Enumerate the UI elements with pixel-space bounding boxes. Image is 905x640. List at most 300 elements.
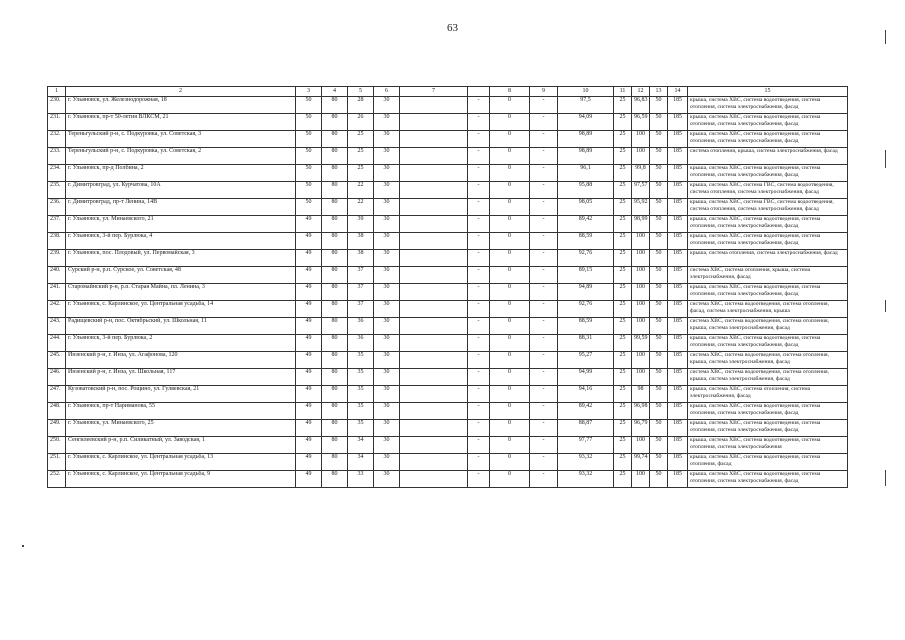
value-cell: 50 — [650, 471, 668, 488]
value-cell: - — [530, 165, 558, 182]
value-cell: 80 — [322, 420, 348, 437]
value-cell: - — [468, 165, 490, 182]
value-cell: - — [468, 199, 490, 216]
address-cell: Инзенский р-н, г. Инза, ул. Агафонова, 120 — [66, 352, 296, 369]
value-cell: 100 — [632, 233, 650, 250]
value-cell: 100 — [632, 148, 650, 165]
value-cell — [400, 250, 468, 267]
works-cell: система ХВС, система отопления, крыша, система электроснабжения, фасад — [688, 267, 848, 284]
value-cell: 98,99 — [632, 216, 650, 233]
value-cell: 0 — [490, 97, 530, 114]
address-cell: г. Ульяновск, с. Карлинское, ул. Центральная усадьба, 13 — [66, 454, 296, 471]
value-cell: - — [530, 284, 558, 301]
value-cell: 25 — [614, 403, 632, 420]
works-cell: система отопления, крыша, система электроснабжения, фасад — [688, 148, 848, 165]
table-row — [48, 437, 848, 454]
header-cell: 4 — [322, 87, 348, 97]
value-cell: 30 — [374, 301, 400, 318]
address-cell: г. Ульяновск, ул. Железнодорожная, 18 — [66, 97, 296, 114]
value-cell: 50 — [650, 233, 668, 250]
value-cell: - — [530, 301, 558, 318]
value-cell: 30 — [374, 369, 400, 386]
value-cell: 185 — [668, 352, 688, 369]
value-cell: 35 — [348, 352, 374, 369]
value-cell: 50 — [650, 318, 668, 335]
value-cell: 185 — [668, 114, 688, 131]
value-cell: 80 — [322, 97, 348, 114]
table-row — [48, 301, 848, 318]
value-cell: 30 — [374, 420, 400, 437]
value-cell — [400, 437, 468, 454]
value-cell: 49 — [296, 386, 322, 403]
works-cell: крыша, система ХВС, система водоотведения, система отопления, система электроснабжения, фасад — [688, 403, 848, 420]
header-cell: 11 — [614, 87, 632, 97]
value-cell: 25 — [614, 165, 632, 182]
value-cell: 25 — [614, 233, 632, 250]
value-cell: 50 — [650, 148, 668, 165]
works-cell: система ХВС, система водоотведения, система отопления, крыша, система электроснабжения, фасад — [688, 369, 848, 386]
value-cell: - — [468, 131, 490, 148]
value-cell: 49 — [296, 301, 322, 318]
value-cell: 35 — [348, 403, 374, 420]
value-cell: 49 — [296, 437, 322, 454]
value-cell: 185 — [668, 182, 688, 199]
row-number: 243. — [48, 318, 66, 335]
value-cell: - — [530, 420, 558, 437]
row-number: 231. — [48, 114, 66, 131]
table-row — [48, 335, 848, 352]
value-cell: - — [468, 148, 490, 165]
value-cell: 34 — [348, 454, 374, 471]
value-cell: 0 — [490, 233, 530, 250]
table-row — [48, 420, 848, 437]
value-cell: 94,09 — [558, 114, 614, 131]
value-cell: 49 — [296, 233, 322, 250]
value-cell: 89,15 — [558, 267, 614, 284]
row-number: 251. — [48, 454, 66, 471]
value-cell: 0 — [490, 471, 530, 488]
value-cell: 30 — [374, 352, 400, 369]
value-cell: - — [468, 403, 490, 420]
value-cell: 185 — [668, 284, 688, 301]
row-number: 247. — [48, 386, 66, 403]
works-cell: крыша, система ХВС, система водоотведения, система отопления, система электроснабжения, фасад — [688, 471, 848, 488]
value-cell: 25 — [614, 182, 632, 199]
works-cell: крыша, система ХВС, система водоотведения, система отопления, система электроснабжения — [688, 437, 848, 454]
value-cell: 30 — [374, 148, 400, 165]
value-cell: 98,89 — [558, 148, 614, 165]
value-cell: 25 — [614, 471, 632, 488]
value-cell — [400, 165, 468, 182]
value-cell: - — [530, 454, 558, 471]
value-cell: - — [468, 335, 490, 352]
table-row — [48, 182, 848, 199]
value-cell: 0 — [490, 335, 530, 352]
document-table-container — [47, 86, 847, 488]
value-cell: 80 — [322, 454, 348, 471]
value-cell: 50 — [650, 420, 668, 437]
value-cell: 50 — [650, 267, 668, 284]
value-cell: 92,76 — [558, 301, 614, 318]
address-cell: Сенгилеевский р-н, р.п. Силикатный, ул. Заводская, 1 — [66, 437, 296, 454]
value-cell: - — [468, 386, 490, 403]
value-cell: 93,32 — [558, 471, 614, 488]
value-cell: 30 — [374, 165, 400, 182]
value-cell: - — [530, 318, 558, 335]
value-cell: 80 — [322, 301, 348, 318]
value-cell: 96,98 — [632, 403, 650, 420]
address-cell: г. Ульяновск, с. Карлинское, ул. Центральная усадьба, 9 — [66, 471, 296, 488]
value-cell: 80 — [322, 114, 348, 131]
value-cell: 89,42 — [558, 403, 614, 420]
table-row — [48, 386, 848, 403]
value-cell: 50 — [650, 454, 668, 471]
value-cell: 49 — [296, 267, 322, 284]
value-cell: 49 — [296, 471, 322, 488]
value-cell: 94,16 — [558, 386, 614, 403]
value-cell: 49 — [296, 403, 322, 420]
margin-mark — [885, 300, 886, 312]
value-cell — [400, 131, 468, 148]
value-cell: 49 — [296, 250, 322, 267]
value-cell: 88,31 — [558, 335, 614, 352]
works-cell: крыша, система ХВС, система водоотведения, система отопления, система электроснабжения, фасад — [688, 233, 848, 250]
value-cell: 50 — [650, 182, 668, 199]
value-cell: 0 — [490, 114, 530, 131]
value-cell: 50 — [650, 114, 668, 131]
value-cell: 25 — [614, 148, 632, 165]
value-cell: 50 — [650, 97, 668, 114]
value-cell: - — [530, 369, 558, 386]
value-cell — [400, 199, 468, 216]
value-cell: 25 — [614, 250, 632, 267]
value-cell: 100 — [632, 267, 650, 284]
value-cell: 50 — [650, 301, 668, 318]
address-cell: г. Ульяновск, 3-й пер. Бурлюка, 2 — [66, 335, 296, 352]
value-cell: 0 — [490, 148, 530, 165]
value-cell: 100 — [632, 284, 650, 301]
value-cell: 25 — [614, 318, 632, 335]
value-cell: 50 — [296, 148, 322, 165]
value-cell: 28 — [348, 97, 374, 114]
value-cell: 30 — [374, 182, 400, 199]
value-cell: 185 — [668, 369, 688, 386]
value-cell: 50 — [650, 199, 668, 216]
value-cell: 30 — [374, 216, 400, 233]
value-cell: 96,83 — [632, 97, 650, 114]
value-cell: 0 — [490, 403, 530, 420]
value-cell: 99,8 — [632, 165, 650, 182]
address-cell: г. Ульяновск, 3-й пер. Бурлюка, 4 — [66, 233, 296, 250]
value-cell: 22 — [348, 199, 374, 216]
row-number: 240. — [48, 267, 66, 284]
works-cell: крыша, система ХВС, система водоотведения, система отопления, система электроснабжения, фасад — [688, 114, 848, 131]
margin-mark — [885, 30, 886, 44]
value-cell: 30 — [374, 318, 400, 335]
margin-mark — [22, 545, 24, 547]
value-cell — [400, 318, 468, 335]
address-cell: г. Ульяновск, ул. Минаевского, 21 — [66, 216, 296, 233]
works-cell: крыша, система отопления, система электроснабжения, фасад — [688, 250, 848, 267]
value-cell: 96,79 — [632, 420, 650, 437]
value-cell: 185 — [668, 335, 688, 352]
value-cell: 80 — [322, 403, 348, 420]
value-cell: 25 — [614, 335, 632, 352]
value-cell: - — [530, 471, 558, 488]
value-cell: 25 — [614, 267, 632, 284]
value-cell: 185 — [668, 267, 688, 284]
value-cell: 185 — [668, 454, 688, 471]
value-cell: - — [468, 250, 490, 267]
value-cell: 80 — [322, 131, 348, 148]
table-row — [48, 471, 848, 488]
works-cell: система ХВС, система водоотведения, система отопления, крыша, система электроснабжения, фасад — [688, 352, 848, 369]
value-cell: 22 — [348, 182, 374, 199]
value-cell: 0 — [490, 182, 530, 199]
works-cell: система ХВС, система водоотведения, система отопления, фасад, система электроснабжения, крыша — [688, 301, 848, 318]
header-cell: 7 — [400, 87, 468, 97]
value-cell: 35 — [348, 369, 374, 386]
value-cell — [400, 267, 468, 284]
value-cell: 95,27 — [558, 352, 614, 369]
value-cell: - — [530, 352, 558, 369]
value-cell: 50 — [650, 369, 668, 386]
value-cell: 80 — [322, 318, 348, 335]
table-row — [48, 352, 848, 369]
value-cell: 80 — [322, 250, 348, 267]
value-cell: 80 — [322, 284, 348, 301]
header-cell: 14 — [668, 87, 688, 97]
value-cell: 96,59 — [632, 114, 650, 131]
value-cell: 0 — [490, 250, 530, 267]
value-cell: 25 — [614, 369, 632, 386]
value-cell: 0 — [490, 301, 530, 318]
value-cell: 88,59 — [558, 318, 614, 335]
value-cell — [400, 301, 468, 318]
value-cell: 97,57 — [632, 182, 650, 199]
row-number: 248. — [48, 403, 66, 420]
value-cell: 97,5 — [558, 97, 614, 114]
row-number: 232. — [48, 131, 66, 148]
row-number: 242. — [48, 301, 66, 318]
value-cell: - — [468, 267, 490, 284]
table-row — [48, 114, 848, 131]
works-cell: крыша, система ХВС, система водоотведения, система отопления, система электроснабжения, фасад — [688, 284, 848, 301]
value-cell: 26 — [348, 114, 374, 131]
value-cell: 49 — [296, 369, 322, 386]
address-cell: г. Ульяновск, с. Карлинское, ул. Центральная усадьба, 14 — [66, 301, 296, 318]
value-cell: 50 — [650, 352, 668, 369]
value-cell: 38 — [348, 233, 374, 250]
table-row — [48, 131, 848, 148]
value-cell: 25 — [614, 454, 632, 471]
table-row — [48, 284, 848, 301]
value-cell: 30 — [374, 233, 400, 250]
value-cell: 30 — [374, 199, 400, 216]
value-cell — [400, 335, 468, 352]
value-cell: 80 — [322, 182, 348, 199]
value-cell: - — [468, 284, 490, 301]
value-cell: 185 — [668, 471, 688, 488]
value-cell: 185 — [668, 420, 688, 437]
value-cell: 0 — [490, 165, 530, 182]
value-cell: 95,92 — [632, 199, 650, 216]
address-cell: Старомайнский р-н, р.п. Старая Майна, пл. Ленина, 3 — [66, 284, 296, 301]
value-cell: 50 — [650, 403, 668, 420]
value-cell: 25 — [614, 131, 632, 148]
value-cell: 50 — [650, 437, 668, 454]
works-cell: крыша, система ХВС, система водоотведения, система отопления, система электроснабжения, фасад — [688, 420, 848, 437]
value-cell: - — [530, 216, 558, 233]
value-cell: 80 — [322, 216, 348, 233]
value-cell: 185 — [668, 437, 688, 454]
works-cell: крыша, система ХВС, система водоотведения, система отопления, система электроснабжения, фасад — [688, 335, 848, 352]
value-cell: 50 — [650, 335, 668, 352]
address-cell: Инзенский р-н, г. Инза, ул. Школьная, 117 — [66, 369, 296, 386]
value-cell: 94,99 — [558, 369, 614, 386]
value-cell: 99,74 — [632, 454, 650, 471]
value-cell: 30 — [374, 267, 400, 284]
value-cell: - — [530, 199, 558, 216]
value-cell: 38 — [348, 250, 374, 267]
works-cell: система ХВС, система водоотведения, система отопления, крыша, система электроснабжения, фасад — [688, 318, 848, 335]
value-cell: 50 — [296, 114, 322, 131]
value-cell — [400, 216, 468, 233]
value-cell — [400, 114, 468, 131]
value-cell — [400, 420, 468, 437]
works-cell: крыша, система ХВС, система водоотведения, система отопления, фасад — [688, 454, 848, 471]
value-cell: 80 — [322, 267, 348, 284]
value-cell: 0 — [490, 199, 530, 216]
works-cell: крыша, система ХВС, система ГВС, система водоотведения, система отопления, система электроснабжения, фасад — [688, 182, 848, 199]
value-cell: 80 — [322, 165, 348, 182]
value-cell: 49 — [296, 284, 322, 301]
value-cell: 185 — [668, 199, 688, 216]
value-cell: 50 — [650, 386, 668, 403]
value-cell: - — [468, 216, 490, 233]
works-cell: крыша, система ХВС, система водоотведения, система отопления, система электроснабжения, фасад — [688, 97, 848, 114]
value-cell: 100 — [632, 471, 650, 488]
value-cell: 25 — [614, 114, 632, 131]
address-cell: г. Димитровград, пр-т Ленина, 14В — [66, 199, 296, 216]
table-row — [48, 165, 848, 182]
value-cell — [400, 284, 468, 301]
value-cell: 36 — [348, 318, 374, 335]
table-row — [48, 199, 848, 216]
value-cell: 50 — [650, 131, 668, 148]
value-cell: 94,89 — [558, 284, 614, 301]
works-cell: крыша, система ХВС, система водоотведения, система отопления, система электроснабжения, фасад — [688, 216, 848, 233]
value-cell — [400, 369, 468, 386]
header-cell: 5 — [348, 87, 374, 97]
value-cell: 100 — [632, 352, 650, 369]
value-cell: 100 — [632, 131, 650, 148]
table-row — [48, 403, 848, 420]
value-cell: 185 — [668, 403, 688, 420]
value-cell: 0 — [490, 267, 530, 284]
value-cell: - — [468, 301, 490, 318]
value-cell: - — [468, 97, 490, 114]
table-header-row — [48, 87, 848, 97]
header-cell-blank — [468, 87, 490, 97]
row-number: 236. — [48, 199, 66, 216]
value-cell: 0 — [490, 369, 530, 386]
value-cell: 0 — [490, 284, 530, 301]
margin-mark — [885, 150, 886, 168]
value-cell: 88,87 — [558, 420, 614, 437]
value-cell: 185 — [668, 216, 688, 233]
value-cell: 35 — [348, 386, 374, 403]
value-cell: 30 — [374, 250, 400, 267]
value-cell: - — [468, 454, 490, 471]
value-cell: 49 — [296, 454, 322, 471]
address-cell: Тереньгульский р-н, с. Подкуровка, ул. Советская, 2 — [66, 148, 296, 165]
value-cell: - — [530, 148, 558, 165]
value-cell: 185 — [668, 301, 688, 318]
value-cell: - — [468, 352, 490, 369]
value-cell: 185 — [668, 97, 688, 114]
value-cell: 25 — [614, 437, 632, 454]
value-cell: 30 — [374, 114, 400, 131]
value-cell: 25 — [614, 97, 632, 114]
value-cell: 100 — [632, 250, 650, 267]
value-cell: - — [530, 250, 558, 267]
value-cell: 185 — [668, 233, 688, 250]
row-number: 249. — [48, 420, 66, 437]
value-cell — [400, 403, 468, 420]
value-cell: - — [468, 182, 490, 199]
address-cell: Радищевский р-н, пос. Октябрьский, ул. Школьная, 11 — [66, 318, 296, 335]
value-cell: 25 — [614, 199, 632, 216]
value-cell: - — [468, 318, 490, 335]
value-cell: - — [468, 369, 490, 386]
value-cell: 49 — [296, 216, 322, 233]
value-cell: - — [468, 233, 490, 250]
value-cell — [400, 352, 468, 369]
header-cell: 2 — [66, 87, 296, 97]
value-cell: - — [530, 114, 558, 131]
table-row — [48, 250, 848, 267]
table-body — [48, 97, 848, 488]
value-cell: 96,1 — [558, 165, 614, 182]
value-cell: 97,77 — [558, 437, 614, 454]
value-cell: 30 — [374, 437, 400, 454]
value-cell: 0 — [490, 216, 530, 233]
value-cell: - — [468, 114, 490, 131]
table-row — [48, 233, 848, 250]
value-cell: 0 — [490, 420, 530, 437]
value-cell: 100 — [632, 301, 650, 318]
value-cell: 37 — [348, 267, 374, 284]
value-cell: 37 — [348, 301, 374, 318]
value-cell: 50 — [296, 199, 322, 216]
table-row — [48, 216, 848, 233]
value-cell: 100 — [632, 369, 650, 386]
row-number: 234. — [48, 165, 66, 182]
works-cell: крыша, система ХВС, система водоотведения, система отопления, система электроснабжения, фасад — [688, 131, 848, 148]
value-cell — [400, 182, 468, 199]
header-cell: 12 — [632, 87, 650, 97]
value-cell: - — [468, 420, 490, 437]
value-cell: 25 — [348, 131, 374, 148]
value-cell: 30 — [374, 335, 400, 352]
value-cell: 30 — [374, 471, 400, 488]
address-cell: г. Димитровград, ул. Курчатова, 10А — [66, 182, 296, 199]
row-number: 245. — [48, 352, 66, 369]
row-number: 244. — [48, 335, 66, 352]
header-cell: 13 — [650, 87, 668, 97]
table-row — [48, 369, 848, 386]
